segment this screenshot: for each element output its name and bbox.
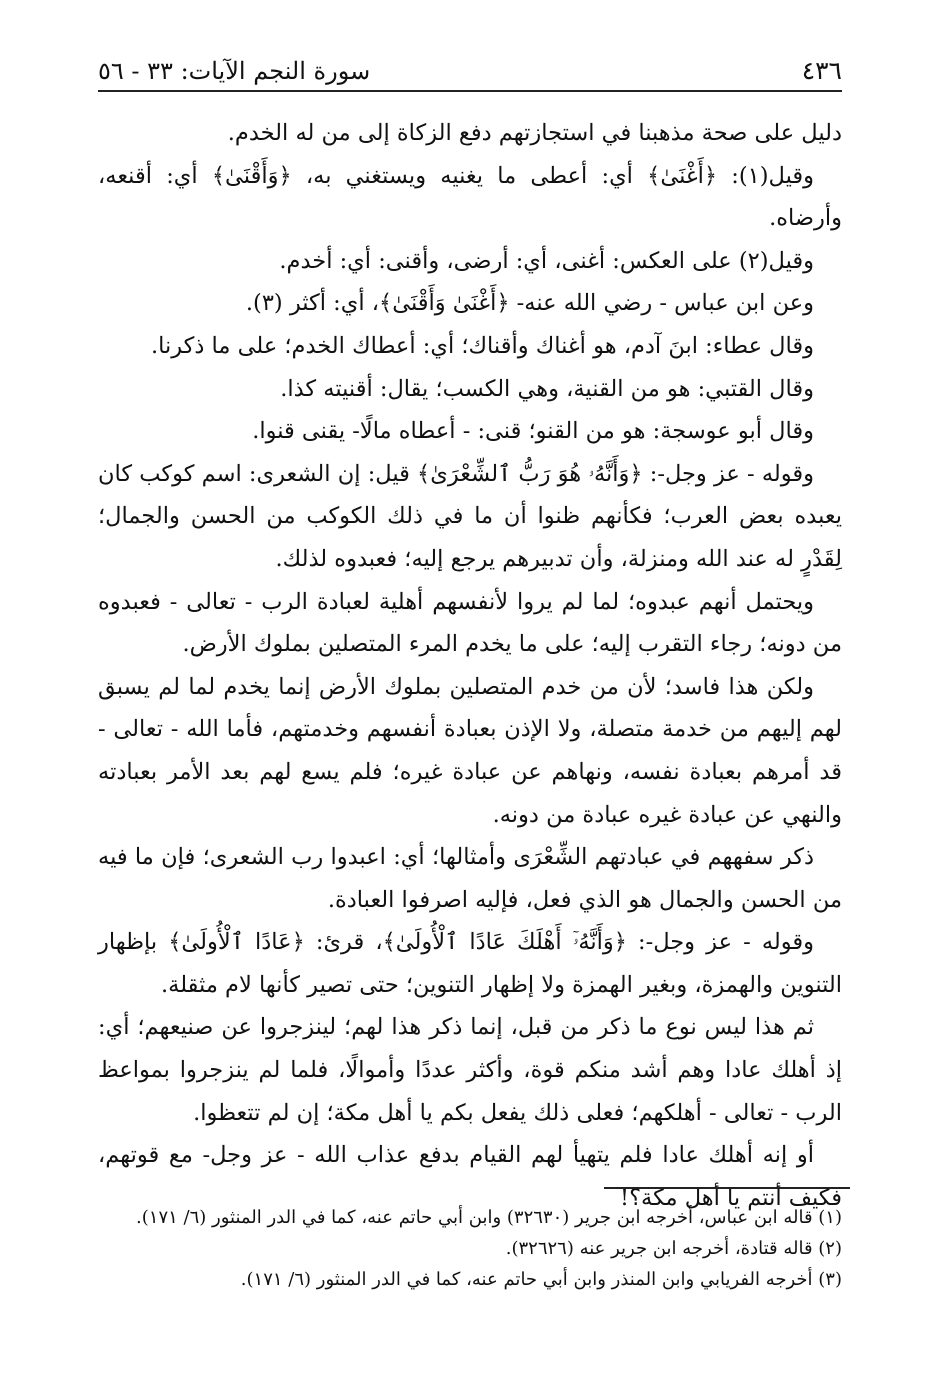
- page-header: [98, 44, 842, 92]
- paragraph: ثم هذا ليس نوع ما ذكر من قبل، إنما ذكر هذا لهم؛ لينزجروا عن صنيعهم؛ أي: إذ أهلك عادا وهم أشد منكم قوة، وأكثر عددًا وأموالًا، فلما لم ينزجروا بمواعظ الرب - تعالى - أهلكهم؛ فعلى ذلك يفعل بكم يا أهل مكة؛ إن لم تتعظوا.: [98, 1014, 842, 1126]
- paragraph: وعن ابن عباس - رضي الله عنه- ﴿أَغْنَىٰ وَأَقْنَىٰ﴾، أي: أكثر (٣).: [245, 290, 814, 317]
- paragraph: وقال أبو عوسجة: هو من القنو؛ قنى: - أعطاه مالًا- يقنى قنوا.: [252, 418, 814, 445]
- paragraph: وقوله - عز وجل-: ﴿وَأَنَّهُۥ هُوَ رَبُّ ٱلشِّعْرَىٰ﴾ قيل: إن الشعرى: اسم كوكب كان يعبده بعض العرب؛ فكأنهم ظنوا أن ما في ذلك الكوكب من الحسن والجمال؛ لِقَدْرٍ له عند الله ومنزلة، وأن تدبيرهم يرجع إليه؛ فعبدوه لذلك.: [98, 460, 842, 572]
- paragraph: وقيل(١): ﴿أَغْنَىٰ﴾ أي: أعطى ما يغنيه ويستغني به، ﴿وَأَقْنَىٰ﴾ أي: أقنعه، وأرضاه.: [98, 162, 842, 232]
- footnote: (٣) أخرجه الفريابي وابن المنذر وابن أبي حاتم عنه، كما في الدر المنثور (٦/ ١٧١).: [240, 1269, 842, 1290]
- paragraph: أو إنه أهلك عادا فلم يتهيأ لهم القيام بدفع عذاب الله - عز وجل- مع قوتهم، فكيف أنتم يا أهل مكة؟!: [98, 1142, 842, 1211]
- paragraph: ويحتمل أنهم عبدوه؛ لما لم يروا لأنفسهم أهلية لعبادة الرب - تعالى - فعبدوه من دونه؛ رجاء التقرب إليه؛ على ما يخدم المرء المتصلين بملوك الأرض.: [98, 588, 842, 658]
- page-number: ٤٣٦: [801, 56, 842, 85]
- main-text: [98, 112, 842, 1219]
- paragraph: ولكن هذا فاسد؛ لأن من خدم المتصلين بملوك الأرض إنما يخدم لما لم يسبق لهم إليهم من خدمة متصلة، ولا الإذن بعبادة أنفسهم وخدمتهم، فأما الله - تعالى - قد أمرهم بعبادة نفسه، ونهاهم عن عبادة غيره؛ فلم يسع لهم بعد الأمر بعبادته والنهي عن عبادة غيره عبادة من دونه.: [98, 673, 842, 828]
- footnote-separator: [604, 1187, 850, 1189]
- paragraph: ذكر سفههم في عبادتهم الشِّعْرَى وأمثالها؛ أي: اعبدوا رب الشعرى؛ فإن ما فيه من الحسن والجمال هو الذي فعل، فإليه اصرفوا العبادة.: [98, 844, 842, 913]
- paragraph: وقال القتبي: هو من القنية، وهي الكسب؛ يقال: أقنيته كذا.: [280, 375, 814, 402]
- paragraph: وقيل(٢) على العكس: أغنى، أي: أرضى، وأقنى: أي: أخدم.: [279, 247, 814, 274]
- footnotes: [98, 1202, 842, 1295]
- running-title: سورة النجم الآيات: ٣٣ - ٥٦: [98, 57, 371, 85]
- footnote: (١) قاله ابن عباس، أخرجه ابن جرير (٣٢٦٣٠) وابن أبي حاتم عنه، كما في الدر المنثور (٦/ ١٧١).: [136, 1207, 842, 1228]
- paragraph: وقوله - عز وجل-: ﴿وَأَنَّهُۥٓ أَهْلَكَ عَادًا ٱلْأُولَىٰ﴾، قرئ: ﴿عَادًا ٱلْأُولَىٰ﴾ بإظهار التنوين والهمزة، وبغير الهمزة ولا إظهار التنوين؛ حتى تصير كأنها لام مثقلة.: [98, 929, 842, 998]
- paragraph: دليل على صحة مذهبنا في استجازتهم دفع الزكاة إلى من له الخدم.: [227, 120, 842, 146]
- footnote: (٢) قاله قتادة، أخرجه ابن جرير عنه (٣٢٦٢٦).: [505, 1238, 842, 1259]
- paragraph: وقال عطاء: ابنَ آدم، هو أغناك وأقناك؛ أي: أعطاك الخدم؛ على ما ذكرنا.: [150, 332, 814, 359]
